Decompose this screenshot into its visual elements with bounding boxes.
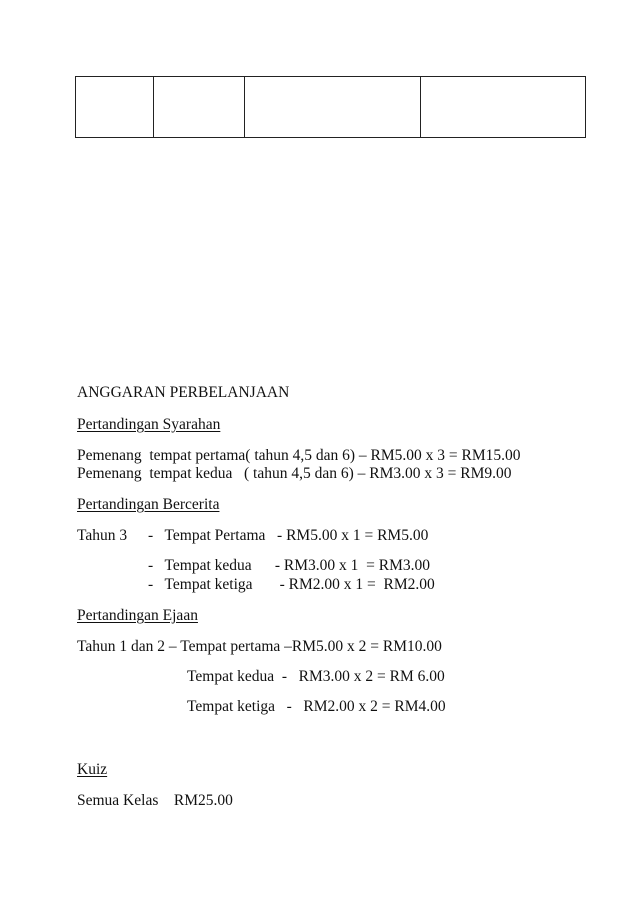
bercerita-row-3: - Tempat ketiga - RM2.00 x 1 = RM2.00	[148, 576, 435, 593]
table-cell	[245, 77, 421, 138]
bercerita-title: Pertandingan Bercerita	[77, 496, 220, 513]
ejaan-row-1: Tahun 1 dan 2 – Tempat pertama –RM5.00 x 2 = RM10.00	[77, 638, 442, 655]
syarahan-line-2: Pemenang tempat kedua ( tahun 4,5 dan 6) – RM3.00 x 3 = RM9.00	[77, 465, 512, 482]
bercerita-row-1-prefix: Tahun 3	[77, 527, 128, 544]
table-cell	[154, 77, 245, 138]
empty-table	[75, 76, 586, 138]
section-heading: ANGGARAN PERBELANJAAN	[77, 384, 290, 401]
bercerita-row-1: - Tempat Pertama - RM5.00 x 1 = RM5.00	[148, 527, 429, 544]
bercerita-row-2: - Tempat kedua - RM3.00 x 1 = RM3.00	[148, 557, 431, 574]
syarahan-title: Pertandingan Syarahan	[77, 416, 221, 433]
table-cell	[76, 77, 154, 138]
kuiz-title: Kuiz	[77, 761, 108, 778]
ejaan-row-3: Tempat ketiga - RM2.00 x 2 = RM4.00	[187, 698, 446, 715]
ejaan-row-2: Tempat kedua - RM3.00 x 2 = RM 6.00	[187, 668, 445, 685]
kuiz-row-1: Semua Kelas RM25.00	[77, 792, 233, 809]
table-row	[76, 77, 586, 138]
table-cell	[421, 77, 586, 138]
ejaan-title: Pertandingan Ejaan	[77, 607, 198, 624]
syarahan-line-1: Pemenang tempat pertama( tahun 4,5 dan 6) – RM5.00 x 3 = RM15.00	[77, 447, 521, 464]
